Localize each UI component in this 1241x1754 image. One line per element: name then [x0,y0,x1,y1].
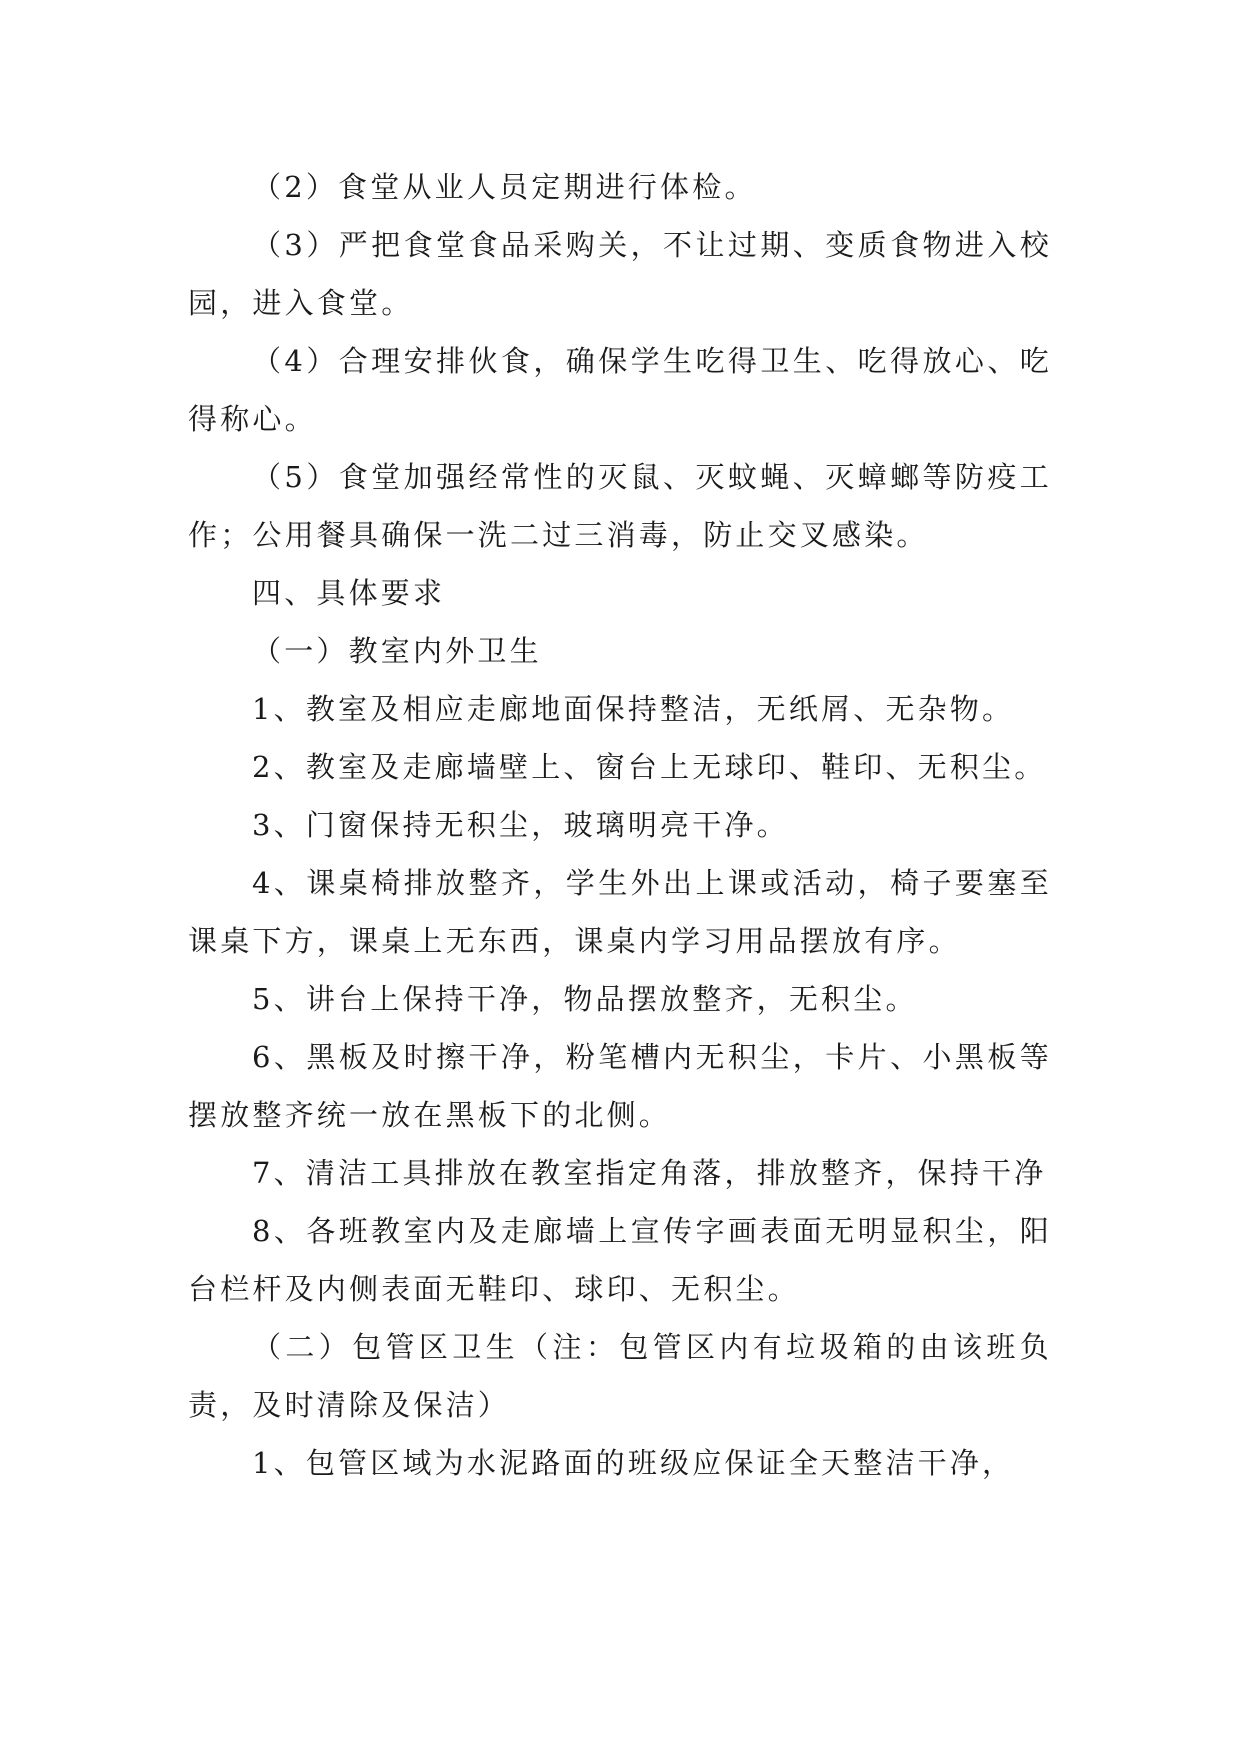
subsection-heading-managed-area: （二）包管区卫生（注：包管区内有垃圾箱的由该班负责，及时清除及保洁） [188,1330,1052,1422]
list-item-managed-area-1: 1、包管区域为水泥路面的班级应保证全天整洁干净， [252,1446,1015,1480]
list-item-classroom-2: 2、教室及走廊墙壁上、窗台上无球印、鞋印、无积尘。 [252,750,1047,784]
list-item-classroom-4: 4、课桌椅排放整齐，学生外出上课或活动，椅子要塞至课桌下方，课桌上无东西，课桌内学习用品摆放有序。 [188,866,1052,958]
list-item-classroom-5: 5、讲台上保持干净，物品摆放整齐，无积尘。 [252,982,918,1016]
paragraph-epidemic-prevention: （5）食堂加强经常性的灭鼠、灭蚊蝇、灭蟑螂等防疫工作；公用餐具确保一洗二过三消毒，防止交叉感染。 [188,460,1052,552]
paragraph-meal-arrangement: （4）合理安排伙食，确保学生吃得卫生、吃得放心、吃得称心。 [188,344,1052,436]
list-item-classroom-6: 6、黑板及时擦干净，粉笔槽内无积尘，卡片、小黑板等摆放整齐统一放在黑板下的北侧。 [188,1040,1052,1132]
list-item-classroom-1: 1、教室及相应走廊地面保持整洁，无纸屑、无杂物。 [252,692,1015,726]
list-item-classroom-3: 3、门窗保持无积尘，玻璃明亮干净。 [252,808,789,842]
paragraph-canteen-health-check: （2）食堂从业人员定期进行体检。 [252,170,757,204]
list-item-classroom-7: 7、清洁工具排放在教室指定角落，排放整齐，保持干净 [252,1156,1047,1190]
document-body [188,158,1052,1492]
subsection-heading-classroom: （一）教室内外卫生 [252,634,542,668]
paragraph-canteen-procurement: （3）严把食堂食品采购关，不让过期、变质食物进入校园，进入食堂。 [188,228,1052,320]
section-heading-requirements: 四、具体要求 [252,576,446,610]
list-item-classroom-8: 8、各班教室内及走廊墙上宣传字画表面无明显积尘，阳台栏杆及内侧表面无鞋印、球印、无积尘。 [188,1214,1052,1306]
